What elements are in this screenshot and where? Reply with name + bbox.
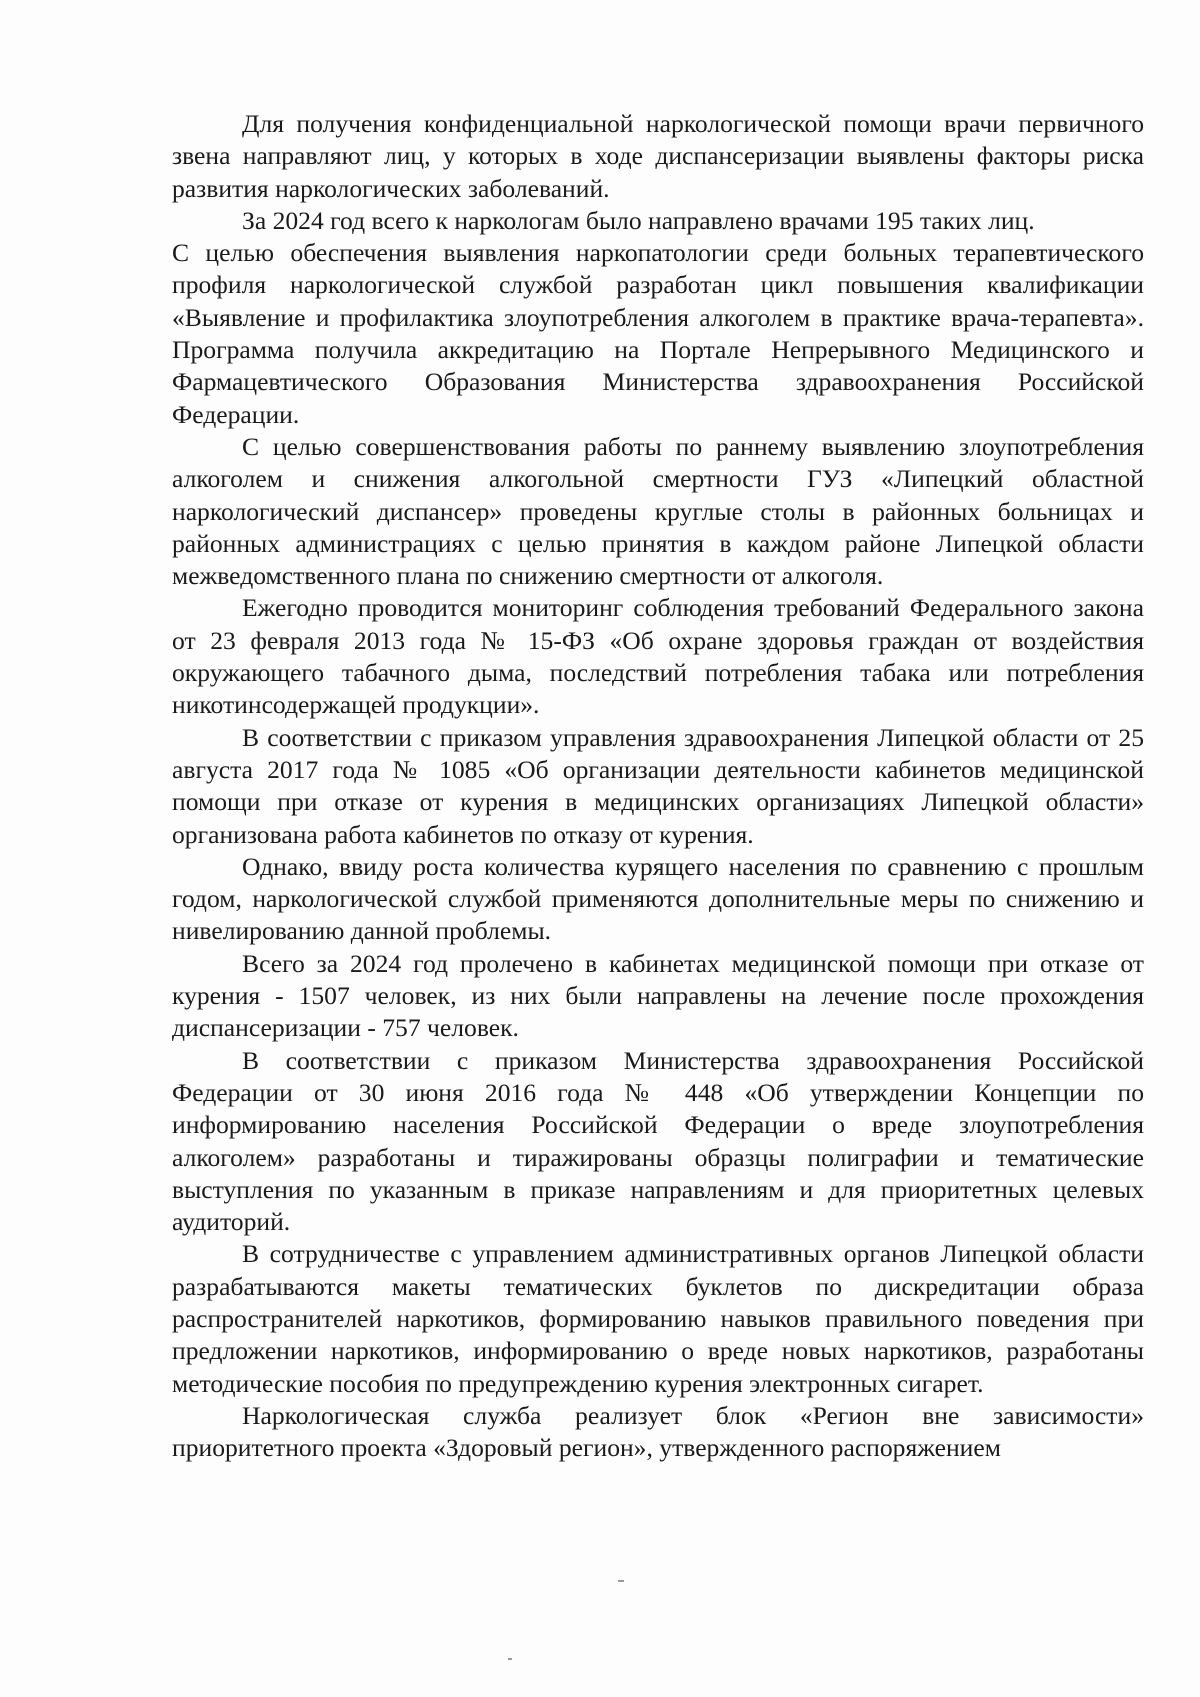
paragraph-concept-order: В соответствии с приказом Министерства здравоохранения Российской Федерации от 30 июня 2016 года № 448 «Об утверждении Концепции по информированию населения Российской Федерации о вреде злоупотребления алкоголем» разработаны и тиражированы образцы полиграфии и тематические выступления по указанным в приказе направлениям и для приоритетных целевых аудиторий. bbox=[172, 1045, 1144, 1237]
scan-speck bbox=[508, 1658, 512, 1660]
paragraph-additional-measures: Однако, ввиду роста количества курящего населения по сравнению с прошлым годом, наркологической службой применяются дополнительные меры по снижению и нивелированию данной проблемы. bbox=[172, 851, 1144, 946]
paragraph-treatment-stats: Всего за 2024 год пролечено в кабинетах медицинской помощи при отказе от курения - 1507 человек, из них были направлены на лечение после прохождения диспансеризации - 757 человек. bbox=[172, 948, 1144, 1043]
paragraph-healthy-region: Наркологическая служба реализует блок «Регион вне зависимости» приоритетного проекта «Здоровый регион», утвержденного распоряжением bbox=[172, 1400, 1144, 1463]
paragraph-training-cycle: С целью обеспечения выявления наркопатологии среди больных терапевтического профиля наркологической службой разработан цикл повышения квалификации «Выявление и профилактика злоупотребления алкоголем в практике врача-терапевта». Программа получила аккредитацию на Портале Непрерывного Медицинского и Фармацевтического Образования Министерства здравоохранения Российской Федерации. bbox=[172, 238, 1144, 429]
paragraph-2024-referrals: За 2024 год всего к наркологам было направлено врачами 195 таких лиц. bbox=[242, 205, 1035, 235]
document-body bbox=[172, 108, 1144, 1464]
scan-speck bbox=[618, 1580, 624, 1582]
paragraph-round-tables: С целью совершенствования работы по раннему выявлению злоупотребления алкоголем и снижения алкогольной смертности ГУЗ «Липецкий областной наркологический диспансер» проведены круглые столы в районных больницах и районных администрациях с целью принятия в каждом районе Липецкой области межведомственного плана по снижению смертности от алкоголя. bbox=[172, 431, 1144, 591]
paragraph-referral: Для получения конфиденциальной наркологической помощи врачи первичного звена направляют лиц, у которых в ходе диспансеризации выявлены факторы риска развития наркологических заболеваний. bbox=[172, 109, 1144, 203]
paragraph-smoking-cabinets: В соответствии с приказом управления здравоохранения Липецкой области от 25 августа 2017 года № 1085 «Об организации деятельности кабинетов медицинской помощи при отказе от курения в медицинских организациях Липецкой области» организована работа кабинетов по отказу от курения. bbox=[172, 722, 1144, 849]
paragraph-booklets: В сотрудничестве с управлением административных органов Липецкой области разрабатываются макеты тематических буклетов по дискредитации образа распространителей наркотиков, формированию навыков правильного поведения при предложении наркотиков, информированию о вреде новых наркотиков, разработаны методические пособия по предупреждению курения электронных сигарет. bbox=[172, 1239, 1144, 1398]
paragraph-monitoring: Ежегодно проводится мониторинг соблюдения требований Федерального закона от 23 февраля 2013 года № 15-ФЗ «Об охране здоровья граждан от воздействия окружающего табачного дыма, последствий потребления табака или потребления никотинсодержащей продукции». bbox=[172, 593, 1144, 720]
